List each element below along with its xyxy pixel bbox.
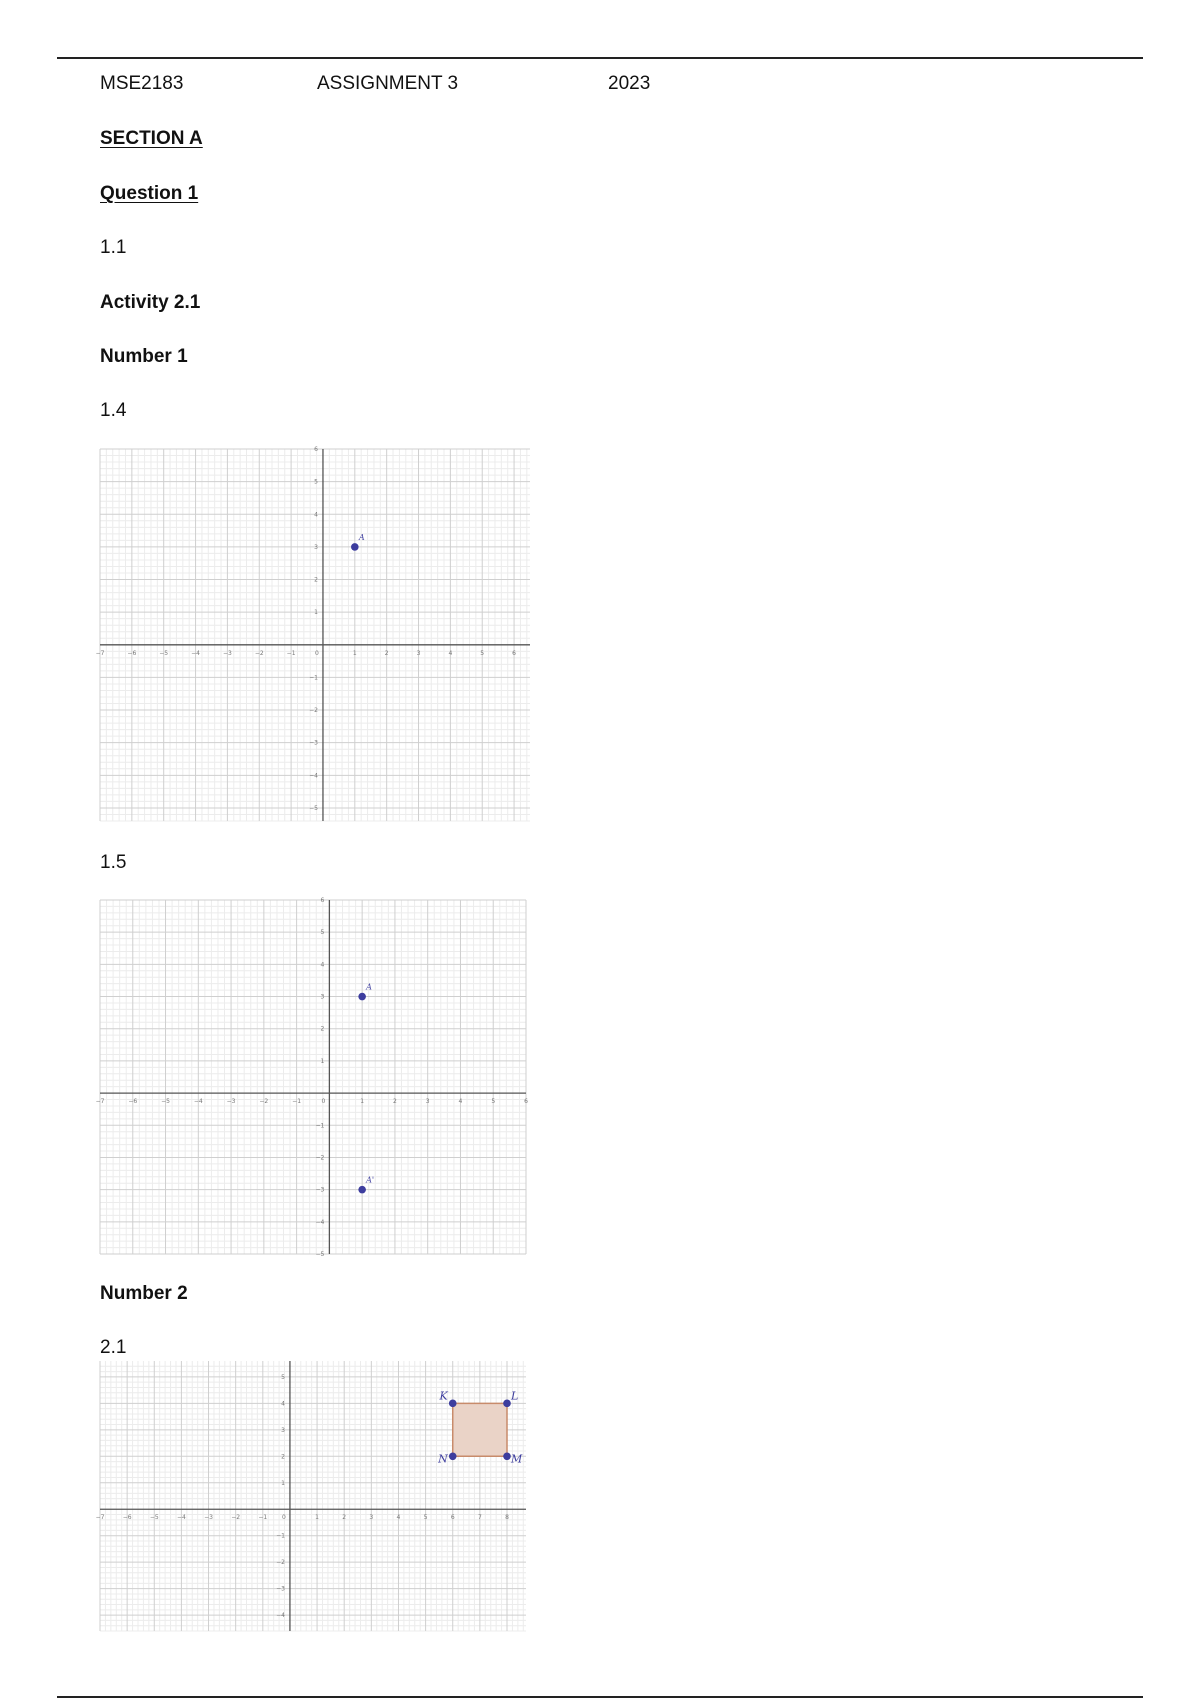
y-tick-label: 1 <box>320 1057 325 1065</box>
x-tick-label: −5 <box>161 1098 170 1106</box>
x-tick-label: −4 <box>191 649 200 657</box>
point-label: A' <box>366 1175 375 1185</box>
x-tick-label: −2 <box>254 649 264 657</box>
y-tick-label: −2 <box>309 707 318 715</box>
y-tick-label: 1 <box>281 1479 285 1487</box>
number-1-heading: Number 1 <box>100 346 188 367</box>
point-k <box>449 1400 457 1408</box>
x-tick-label: −6 <box>122 1514 132 1522</box>
y-tick-label: 3 <box>281 1426 285 1434</box>
graph-1-4 <box>95 446 530 821</box>
point-a <box>351 543 359 551</box>
bottom-rule <box>57 1696 1143 1698</box>
x-tick-label: 4 <box>448 649 453 657</box>
x-tick-label: 2 <box>384 649 389 657</box>
x-tick-label: −3 <box>222 649 232 657</box>
y-tick-label: −4 <box>315 1218 325 1226</box>
y-tick-label: −4 <box>309 772 318 780</box>
question-heading: Question 1 <box>100 183 199 204</box>
activity-heading: Activity 2.1 <box>100 292 201 313</box>
x-tick-label: 4 <box>396 1514 401 1522</box>
x-tick-label: 1 <box>360 1098 365 1106</box>
y-tick-label: 2 <box>320 1025 325 1033</box>
item-1-4: 1.4 <box>100 400 127 421</box>
y-tick-label: 3 <box>314 543 318 551</box>
point-a <box>358 993 366 1001</box>
point-label: K <box>439 1389 448 1403</box>
y-tick-label: 5 <box>320 929 325 937</box>
assignment-title: ASSIGNMENT 3 <box>317 73 459 94</box>
y-tick-label: 2 <box>314 576 318 584</box>
y-tick-label: −1 <box>276 1532 285 1540</box>
point-label: L <box>511 1389 519 1403</box>
x-tick-label: 6 <box>450 1514 455 1522</box>
y-tick-label: 4 <box>320 961 325 969</box>
x-tick-label: −3 <box>226 1098 236 1106</box>
x-tick-label: −4 <box>193 1098 203 1106</box>
y-tick-label: 6 <box>320 897 325 904</box>
item-1-1: 1.1 <box>100 237 127 258</box>
x-tick-label: −1 <box>258 1514 268 1522</box>
y-tick-label: 6 <box>314 446 318 453</box>
x-tick-label: 5 <box>423 1514 428 1522</box>
x-tick-label: −1 <box>292 1098 302 1106</box>
y-tick-label: −3 <box>276 1585 285 1593</box>
top-rule <box>57 57 1143 59</box>
x-tick-label: −4 <box>176 1514 186 1522</box>
point-label: A <box>358 532 365 542</box>
x-tick-label: 0 <box>315 649 319 657</box>
x-tick-label: −7 <box>95 1514 105 1522</box>
x-tick-label: 0 <box>282 1514 286 1522</box>
x-tick-label: 6 <box>512 649 516 657</box>
x-tick-label: −7 <box>95 1098 105 1106</box>
square-klmn <box>453 1403 507 1456</box>
x-tick-label: 4 <box>458 1098 463 1106</box>
y-tick-label: −3 <box>315 1186 325 1194</box>
x-tick-label: 5 <box>480 649 485 657</box>
y-tick-label: 4 <box>281 1400 285 1408</box>
x-tick-label: 8 <box>505 1514 509 1522</box>
y-tick-label: −2 <box>315 1154 325 1162</box>
point-a-prime <box>358 1186 366 1194</box>
graph-2-1 <box>95 1361 526 1631</box>
x-tick-label: −5 <box>149 1514 159 1522</box>
section-heading: SECTION A <box>100 128 203 149</box>
course-code: MSE2183 <box>100 73 184 94</box>
y-tick-label: 2 <box>281 1453 285 1461</box>
item-1-5: 1.5 <box>100 852 127 873</box>
x-tick-label: −2 <box>259 1098 269 1106</box>
point-label: A <box>366 982 372 992</box>
x-tick-label: 3 <box>416 649 421 657</box>
point-m <box>503 1452 511 1460</box>
y-tick-label: −1 <box>309 674 318 682</box>
x-tick-label: 3 <box>425 1098 430 1106</box>
y-tick-label: 5 <box>314 478 318 486</box>
y-tick-label: 3 <box>320 993 325 1001</box>
x-tick-label: 6 <box>524 1098 528 1106</box>
y-tick-label: 5 <box>281 1373 285 1381</box>
y-tick-label: −5 <box>315 1251 325 1258</box>
graph-1-5 <box>95 897 528 1258</box>
y-tick-label: −4 <box>276 1612 285 1620</box>
x-tick-label: 3 <box>369 1514 374 1522</box>
graph-1-4-plot <box>95 446 530 821</box>
x-tick-label: −7 <box>95 649 105 657</box>
x-tick-label: 7 <box>477 1514 482 1522</box>
x-tick-label: 2 <box>342 1514 347 1522</box>
y-tick-label: −5 <box>309 804 318 812</box>
y-tick-label: −3 <box>309 739 318 747</box>
y-tick-label: 4 <box>314 511 318 519</box>
y-tick-label: −1 <box>315 1122 325 1130</box>
x-tick-label: 1 <box>352 649 357 657</box>
year: 2023 <box>608 73 651 94</box>
y-tick-label: −2 <box>276 1559 285 1567</box>
x-tick-label: −3 <box>204 1514 213 1522</box>
x-tick-label: −6 <box>127 649 137 657</box>
x-tick-label: −1 <box>286 649 296 657</box>
y-tick-label: 1 <box>314 609 318 617</box>
x-tick-label: 0 <box>321 1098 326 1106</box>
point-l <box>503 1400 511 1408</box>
x-tick-label: 2 <box>393 1098 397 1106</box>
x-tick-label: −2 <box>231 1514 241 1522</box>
graph-2-1-plot <box>95 1361 526 1631</box>
x-tick-label: 1 <box>315 1514 319 1522</box>
graph-1-5-plot <box>95 897 528 1258</box>
x-tick-label: −5 <box>159 649 169 657</box>
x-tick-label: −6 <box>128 1098 138 1106</box>
number-2-heading: Number 2 <box>100 1283 188 1304</box>
point-label: N <box>438 1452 448 1466</box>
point-label: M <box>511 1452 523 1466</box>
x-tick-label: 5 <box>491 1098 496 1106</box>
point-n <box>449 1452 457 1460</box>
item-2-1: 2.1 <box>100 1337 127 1358</box>
